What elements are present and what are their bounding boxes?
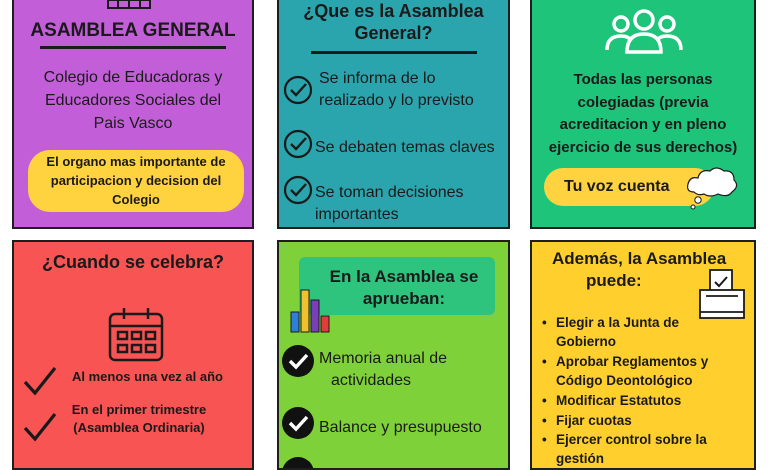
- card6-item-line: gestión: [556, 451, 605, 466]
- card5-title: [311, 266, 497, 310]
- card1-body-line: Pais Vasco: [93, 115, 173, 132]
- check-filled-icon: [281, 406, 315, 440]
- card2-item-line: Se toman decisiones: [315, 184, 464, 201]
- card2-item-line: realizado y lo previsto: [319, 92, 474, 109]
- card4-item-line: (Asamblea Ordinaria): [73, 420, 205, 435]
- card2-item: [315, 182, 464, 226]
- check-filled-icon: [281, 456, 315, 470]
- card2-title-line: General?: [354, 23, 433, 43]
- card2-item: [315, 137, 495, 159]
- card6-item-line: Código Deontológico: [556, 373, 693, 388]
- card5-item-line: actividades: [331, 372, 412, 389]
- card3-body: [532, 69, 754, 159]
- group-people-icon: [604, 4, 684, 56]
- card3-body-line: Todas las personas: [573, 71, 713, 88]
- card6-item: [556, 352, 708, 390]
- checkmark-icon: [22, 364, 58, 398]
- card-ademas: [530, 240, 756, 470]
- card2-item-line: Se informa de lo: [319, 70, 436, 87]
- card-cuando: [12, 240, 254, 470]
- card4-title: ¿Cuando se celebra?: [41, 252, 225, 272]
- card6-title-line: puede:: [586, 271, 642, 290]
- card5-title-line: En la Asamblea se: [329, 267, 479, 286]
- card6-item-line: • Fijar cuotas: [556, 413, 632, 428]
- card1-body-line: Colegio de Educadoras y: [43, 69, 223, 86]
- card5-item: [319, 417, 482, 439]
- card3-body-line: colegiadas (previa: [577, 93, 709, 111]
- card6-item: [556, 430, 707, 468]
- calendar-icon: [106, 304, 166, 364]
- bar-chart-icon: [287, 286, 337, 334]
- card6-item: [556, 391, 681, 410]
- card4-item-line: Al menos una vez al año: [72, 369, 223, 384]
- card1-body: [14, 66, 252, 135]
- card-aprueban: [277, 240, 510, 470]
- card6-item-line: • Ejercer control sobre la: [556, 432, 707, 447]
- card-asamblea-general: [12, 0, 254, 229]
- check-circle-icon: [282, 128, 314, 160]
- card4-item-line: En el primer trimestre: [71, 402, 207, 417]
- speech-cloud-icon: [684, 164, 740, 214]
- tu-voz-badge: Tu voz cuenta: [544, 168, 714, 206]
- card-que-es: [277, 0, 510, 229]
- card2-title-line: ¿Que es la Asamblea: [303, 1, 484, 21]
- card5-item-line: Balance y presupuesto: [319, 419, 482, 436]
- card6-item: [556, 411, 632, 430]
- card6-item-line: • Aprobar Reglamentos y: [556, 354, 709, 369]
- card3-body-line: ejercicio de sus derechos): [548, 138, 738, 156]
- card6-item-line: • Modificar Estatutos: [556, 393, 682, 408]
- card4-item: [72, 368, 223, 386]
- card1-body-line: Educadores Sociales del: [44, 92, 222, 109]
- card1-title: ASAMBLEA GENERAL: [30, 20, 236, 41]
- card2-title: [279, 0, 508, 44]
- check-filled-icon: [281, 344, 315, 378]
- ballot-box-icon: [696, 268, 750, 322]
- check-circle-icon: [282, 174, 314, 206]
- card2-item-line: importantes: [315, 206, 399, 223]
- card1-highlight: [28, 150, 244, 212]
- card1-highlight-line: participacion y decision del: [50, 173, 222, 188]
- card1-divider: [40, 46, 226, 49]
- card5-title-line: aprueban:: [362, 289, 446, 308]
- card4-item: [64, 401, 214, 437]
- card1-highlight-line: El organo mas importante de: [46, 154, 226, 169]
- card2-item-line: Se debaten temas claves: [315, 139, 495, 156]
- card6-title-line: Además, la Asamblea: [552, 249, 727, 268]
- card-personas: [530, 0, 756, 229]
- card2-divider: [311, 51, 477, 54]
- checkmark-icon: [22, 410, 58, 444]
- card6-item: [556, 313, 679, 351]
- card5-item: [319, 348, 447, 392]
- card6-item-line: • Elegir a la Junta de: [556, 315, 680, 330]
- card1-highlight-line: Colegio: [112, 192, 160, 207]
- card2-item: [319, 68, 474, 112]
- building-icon: [104, 0, 154, 10]
- card3-body-line: acreditacion y en pleno: [559, 116, 727, 133]
- card5-item-line: Memoria anual de: [319, 350, 448, 367]
- check-circle-icon: [282, 74, 314, 106]
- card6-item-line: Gobierno: [556, 334, 616, 349]
